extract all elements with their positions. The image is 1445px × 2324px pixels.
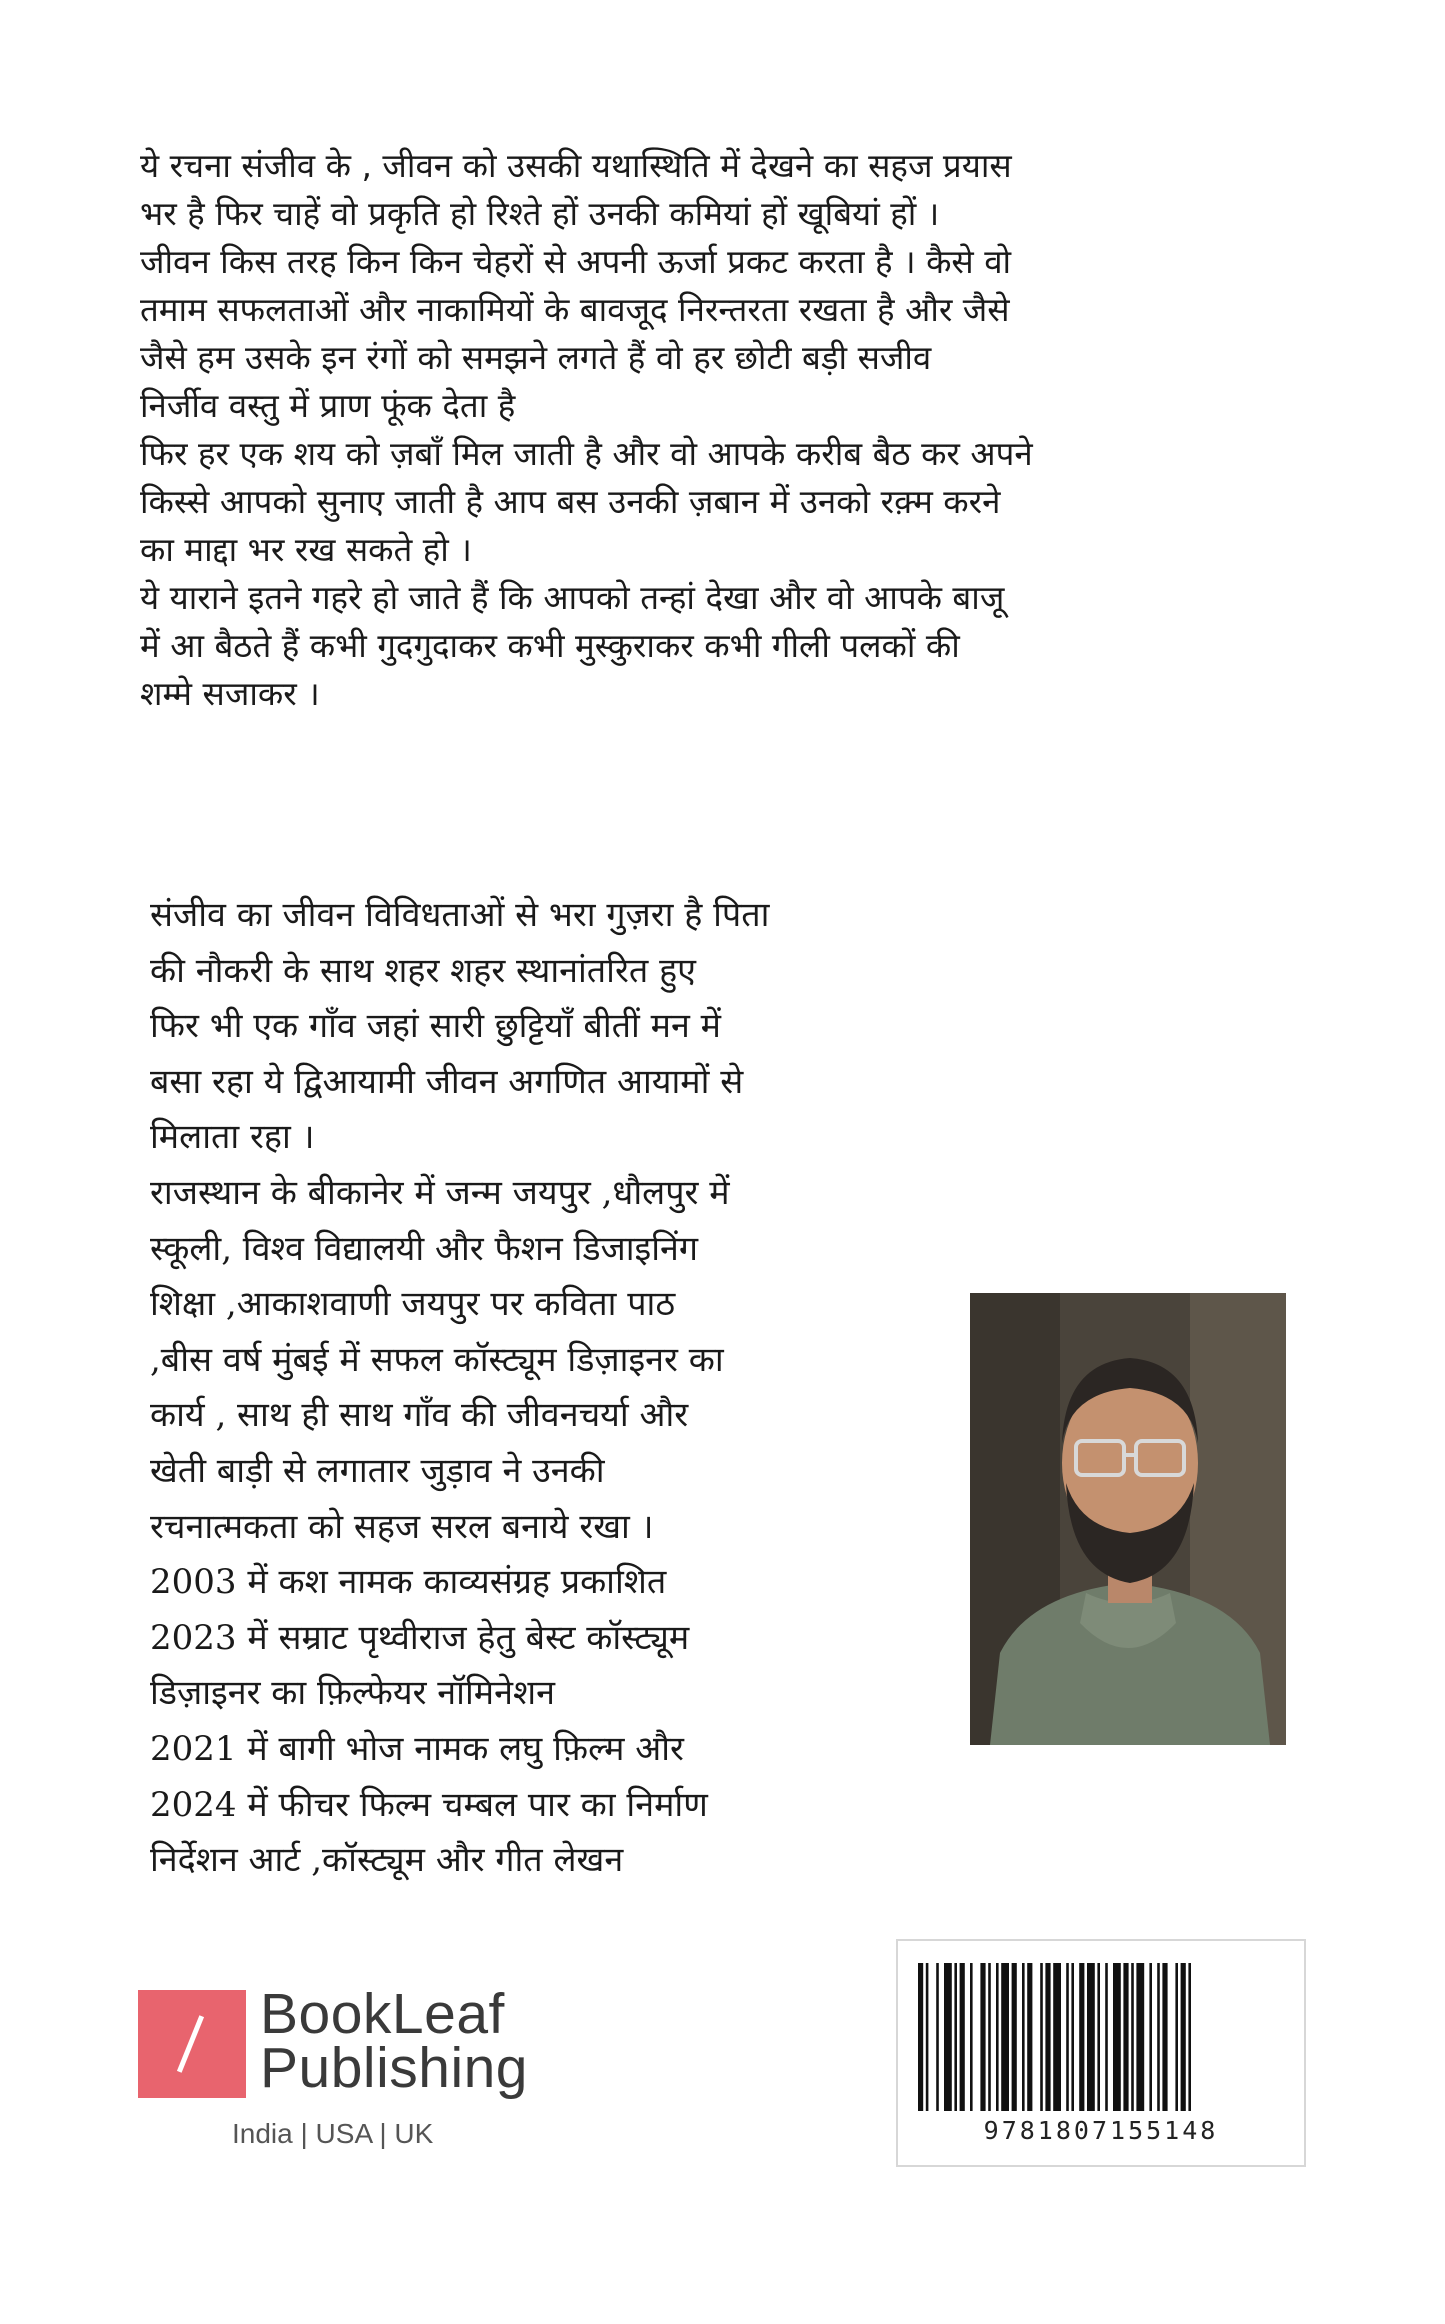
publisher-logo <box>138 1982 558 2160</box>
bio-line: 2023 में सम्राट पृथ्वीराज हेतु बेस्ट कॉस्ट्यूम <box>150 1617 690 1658</box>
blurb-line: जैसे हम उसके इन रंगों को समझने लगते हैं वो हर छोटी बड़ी सजीव <box>140 338 932 377</box>
bio-line: संजीव का जीवन विविधताओं से भरा गुज़रा है पिता <box>150 895 770 935</box>
bio-line: 2024 में फीचर फिल्म चम्बल पार का निर्माण <box>150 1784 708 1825</box>
bio-line: राजस्थान के बीकानेर में जन्म जयपुर ,धौलपुर में <box>150 1172 730 1213</box>
blurb-line: किस्से आपको सुनाए जाती है आप बस उनकी ज़बान में उनको रक़्म करने <box>140 482 1001 521</box>
back-cover-blurb <box>140 142 1250 718</box>
bio-line: 2003 में कश नामक काव्यसंग्रह प्रकाशित <box>150 1562 667 1603</box>
bio-line: कार्य , साथ ही साथ गाँव की जीवनचर्या और <box>150 1395 689 1436</box>
slash-icon <box>177 2015 204 2073</box>
blurb-line: भर है फिर चाहें वो प्रकृति हो रिश्ते हों उनकी कमियां हों खूबियां हों । <box>140 194 940 233</box>
publisher-name-line1: BookLeaf <box>260 1982 505 2046</box>
isbn-number: 9781807155148 <box>983 2116 1219 2145</box>
bio-line: 2021 में बागी भोज नामक लघु फ़िल्म और <box>150 1728 684 1769</box>
author-portrait-icon <box>970 1293 1286 1745</box>
blurb-line: ये रचना संजीव के , जीवन को उसकी यथास्थिति में देखने का सहज प्रयास <box>140 146 1012 185</box>
publisher-logo-mark <box>138 1990 246 2098</box>
bio-line: की नौकरी के साथ शहर शहर स्थानांतरित हुए <box>150 950 696 991</box>
bio-line: रचनात्मकता को सहज सरल बनाये रखा । <box>150 1506 654 1547</box>
blurb-line: ये याराने इतने गहरे हो जाते हैं कि आपको तन्हां देखा और वो आपके बाजू <box>140 578 1005 617</box>
blurb-line: का माद्दा भर रख सकते हो । <box>140 530 472 569</box>
bio-line: ,बीस वर्ष मुंबई में सफल कॉस्ट्यूम डिज़ाइनर का <box>150 1339 724 1380</box>
author-photo <box>970 1293 1286 1745</box>
bio-line: डिज़ाइनर का फ़िल्फेयर नॉमिनेशन <box>150 1673 555 1714</box>
bio-line: खेती बाड़ी से लगातार जुड़ाव ने उनकी <box>150 1450 605 1491</box>
blurb-line: निर्जीव वस्तु में प्राण फूंक देता है <box>140 386 516 425</box>
bio-line: शिक्षा ,आकाशवाणी जयपुर पर कविता पाठ <box>150 1284 676 1325</box>
blurb-line: शम्मे सजाकर । <box>140 674 320 713</box>
bio-line: स्कूली, विश्व विद्यालयी और फैशन डिजाइनिंग <box>150 1228 699 1269</box>
isbn-barcode <box>896 1939 1306 2167</box>
blurb-line: में आ बैठते हैं कभी गुदगुदाकर कभी मुस्कुराकर कभी गीली पलकों की <box>140 626 960 665</box>
publisher-name-line2: Publishing <box>260 2036 529 2100</box>
author-biography <box>150 888 930 1889</box>
bio-line: निर्देशन आर्ट ,कॉस्ट्यूम और गीत लेखन <box>150 1840 624 1881</box>
barcode-icon <box>914 1963 1288 2111</box>
blurb-line: फिर हर एक शय को ज़बाँ मिल जाती है और वो आपके करीब बैठ कर अपने <box>140 434 1033 473</box>
blurb-line: जीवन किस तरह किन किन चेहरों से अपनी ऊर्जा प्रकट करता है । कैसे वो <box>140 242 1012 281</box>
blurb-line: तमाम सफलताओं और नाकामियों के बावजूद निरन्तरता रखता है और जैसे <box>140 290 1010 329</box>
bio-line: मिलाता रहा । <box>150 1117 315 1158</box>
publisher-regions: India | USA | UK <box>232 2118 434 2149</box>
bio-line: फिर भी एक गाँव जहां सारी छुट्टियाँ बीतीं मन में <box>150 1006 721 1047</box>
bio-line: बसा रहा ये द्विआयामी जीवन अगणित आयामों से <box>150 1061 744 1102</box>
